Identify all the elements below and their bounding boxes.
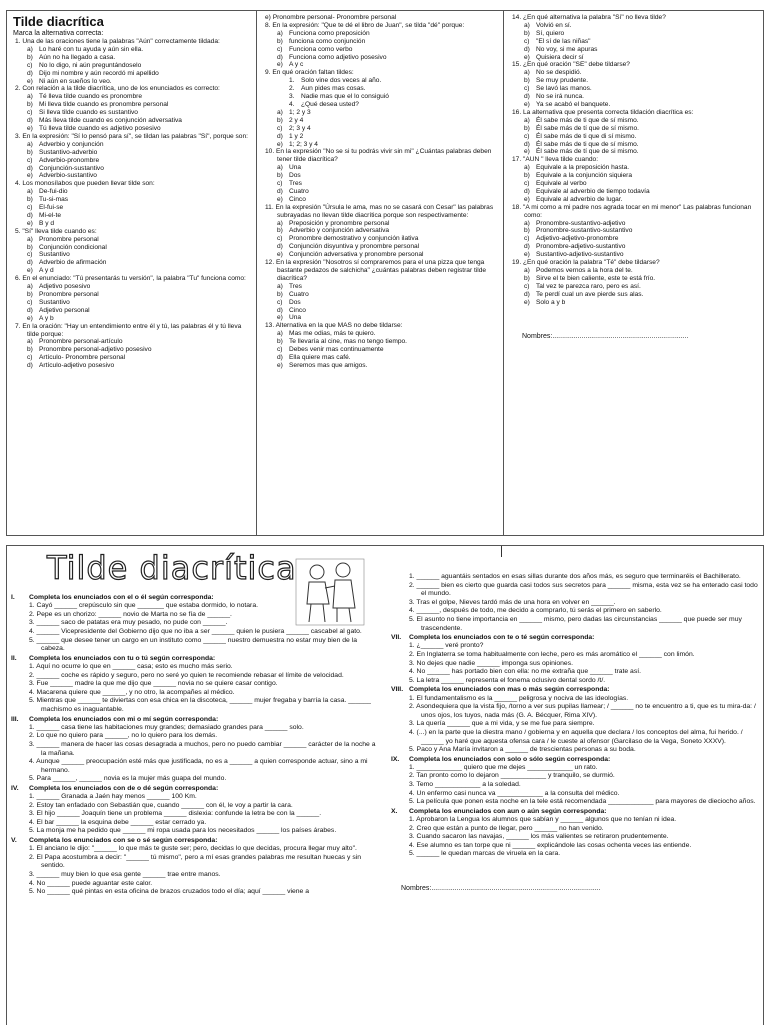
answer-option[interactable]: b) Tu-si-mas <box>27 196 69 204</box>
fill-in-item[interactable]: 3. No dejes que nadie ______ imponga sus opiniones. <box>409 659 574 667</box>
answer-option[interactable]: d) Conjunción disyuntiva y pronombre personal <box>277 243 420 251</box>
answer-option[interactable]: a) Una <box>277 164 302 172</box>
section-heading: I. Completa los enunciados con el o él según corresponda: <box>11 594 214 601</box>
answer-option[interactable]: d) Cinco <box>277 306 306 314</box>
answer-option[interactable]: 2. Aun pides mas cosas. <box>289 85 366 93</box>
fill-in-item[interactable]: 5. ______ le quedan marcas de viruela en la cara. <box>409 850 561 858</box>
section-heading: IX. Completa los enunciados con solo o sólo según corresponda: <box>391 755 611 763</box>
page1-column-1 <box>7 11 257 535</box>
answer-option[interactable]: c) Sustantivo <box>27 298 70 306</box>
answer-option[interactable]: e) Seremos mas que amigos. <box>277 361 368 369</box>
answer-option[interactable]: b) Pronombre personal <box>27 291 99 298</box>
question-text: 14. ¿En qué alternativa la palabra "Sí" no lleva tilde? <box>512 14 666 21</box>
answer-option[interactable]: a) Lo haré con tu ayuda y aún sin ella. <box>27 45 144 53</box>
fill-in-item[interactable]: 2. ______ coche es rápido y seguro, pero no seré yo quien te recomiende rebasar el límite de velocidad. <box>29 671 344 679</box>
fill-in-item[interactable]: 1. ______ aguantáis sentados en esas sillas durante dos años más, es seguro que terminaréis el Bachillerato. <box>409 573 741 580</box>
fill-in-item[interactable]: 2. Creo que están a punto de llegar, pero ______ no han venido. <box>409 824 604 832</box>
answer-option[interactable]: a) Volvió en sí. <box>524 21 572 29</box>
answer-option[interactable]: a) 1; 2 y 3 <box>277 108 311 116</box>
answer-option[interactable]: b) 2 y 4 <box>277 116 304 124</box>
section-heading: II. Completa los enunciados con tu o tú según corresponda: <box>11 654 216 662</box>
answer-option[interactable]: c) Equivale al verbo <box>524 180 587 188</box>
fill-in-item[interactable]: 4. Ese alumno es tan torpe que ni ______ explicándole las cosas ochenta veces las entiende. <box>409 841 692 849</box>
fill-in-item[interactable]: 5. Para ______, ______ novia es la mujer más guapa del mundo. <box>29 775 227 783</box>
answer-option[interactable]: b) Él sabe más de tí que de sí mismo. <box>524 124 639 132</box>
fill-in-item[interactable]: 2. Pepe es un chorizo: ______ novio de Marta no se fía de ______. <box>29 610 232 618</box>
answer-option[interactable]: a) Pronombre personal <box>27 235 99 243</box>
answer-option[interactable]: c) No lo digo, ni aún preguntándoselo <box>27 61 142 69</box>
fill-in-item[interactable]: 1. Cayó ______ crepúsculo sin que _______ que estaba dormido, lo notara. <box>29 602 258 610</box>
answer-option[interactable]: d) Más lleva tilde cuando es conjunción adversativa <box>27 117 182 125</box>
answer-option[interactable]: b) Sirve el te bien caliente, este te está frío. <box>524 274 656 282</box>
section-heading: VIII. Completa los enunciados con mas o más según corresponda: <box>391 686 610 694</box>
answer-option[interactable]: a) Funciona como preposición <box>277 29 370 37</box>
answer-option[interactable]: d) Equivale al adverbio de tiempo todavía <box>524 187 650 195</box>
fill-in-item[interactable]: 5. La letra ______ representa el fonema oclusivo dental sordo /t/. <box>409 676 606 684</box>
answer-option[interactable]: b) funciona como conjunción <box>277 37 366 45</box>
fill-in-item[interactable]: 1. Aquí no ocurre lo que en ______ casa; esto es mucho más serio. <box>29 662 233 670</box>
answer-option[interactable]: e) Ni aún en sueños lo veo. <box>27 77 112 85</box>
fill-in-item[interactable]: 1. ______ Granada a Jaén hay menos ______ 100 Km. <box>29 793 197 801</box>
answer-option[interactable]: b) Pronombre personal-adjetivo posesivo <box>27 346 152 354</box>
answer-option[interactable]: a) Mas me odias, más te quiero. <box>277 330 376 338</box>
answer-option[interactable]: e) Sustantivo-adjetivo-sustantivo <box>524 251 624 259</box>
section-heading: VII. Completa los enunciados con te o té según corresponda: <box>391 634 595 642</box>
fill-in-item[interactable]: 2. ______ bien es cierto que guarda casi todos sus secretos para ______ misma, esta vez se ha enterado casi todo el mundo. <box>409 581 758 598</box>
fill-in-item[interactable]: 4. Un enfermo casi nunca va ____________ a la consulta del médico. <box>409 789 620 797</box>
answer-option[interactable]: b) Equivale a la conjunción siquiera <box>524 172 633 180</box>
answer-option[interactable]: b) Te llevaría al cine, mas no tengo tiempo. <box>277 338 408 346</box>
fill-in-item[interactable]: 5. La película que ponen esta noche en la tele está recomendada ____________ para mayores de dieciocho años. <box>409 798 756 806</box>
fill-in-item[interactable]: 3. ______ manera de hacer las cosas desagrada a muchos, pero no puedo cambiar ______ carácter de la noche a la mañana. <box>29 740 376 757</box>
answer-option[interactable]: b) Se muy prudente. <box>524 77 589 85</box>
answer-option[interactable]: 1. Solo vine dos veces al año. <box>289 77 382 85</box>
page1-column-2 <box>257 11 504 535</box>
page2-column-1 <box>7 560 383 1025</box>
answer-option[interactable]: b) Dos <box>277 172 301 180</box>
page1-title: Tilde diacrítica <box>13 14 104 29</box>
answer-option[interactable]: a) No se despidió. <box>524 69 582 77</box>
question-text: 5. "Sí" lleva tilde cuando es: <box>15 227 97 235</box>
fill-in-item[interactable]: 4. El bar ______ la esquina debe ______ estar cerrado ya. <box>29 818 207 826</box>
question-text: 16. La alternativa que presenta correcta tildación diacrítica es: <box>512 108 694 116</box>
names-line: Nombres:...................................................................... <box>522 332 689 340</box>
answer-option[interactable]: c) Tres <box>277 180 302 188</box>
answer-option[interactable]: c) Él sabe más de ti que di sí mismo. <box>524 132 637 140</box>
fill-in-item[interactable]: 3. ______ saco de patatas era muy pesado, no pude con ______. <box>29 619 228 627</box>
answer-option[interactable]: b) Conjunción condicional <box>27 243 107 251</box>
answer-option[interactable]: b) Pronombre-sustantivo-sustantivo <box>524 227 633 235</box>
answer-option[interactable]: 4. ¿Qué desea usted? <box>289 100 359 108</box>
answer-option[interactable]: e) Ya se acabó el banquete. <box>524 100 611 108</box>
fill-in-item[interactable]: 5. No ______ qué pintas en esta oficina de brazos cruzados todo el día; aquí ______ viene a <box>29 888 310 896</box>
answer-option[interactable]: c) Sustantivo <box>27 251 70 259</box>
answer-option[interactable]: e) Él sabe más de tí que de si mismo. <box>524 148 639 156</box>
question-text: 9. En qué oración faltan tildes: <box>265 69 354 77</box>
page1-column-3 <box>504 11 763 535</box>
answer-option[interactable]: a) Pronombre-sustantivo-adjetivo <box>524 219 626 227</box>
fill-in-item[interactable]: 2. El Papa acostumbra a decir: "______ tú mismo", pero a mí esas grandes palabras me resultan huecas y sin sentido. <box>29 853 362 870</box>
question-text: 6. En el enunciado: "Tú presentarás tu versión", la palabra "Tu" funciona como: <box>15 275 246 283</box>
answer-option[interactable]: a) Tres <box>277 282 302 290</box>
answer-option[interactable]: e) A y d <box>27 267 54 275</box>
answer-option[interactable]: d) Te perdí cual un ave pierde sus alas. <box>524 290 644 298</box>
section-heading: IV. Completa los enunciados con de o dé según corresponda: <box>11 784 219 792</box>
answer-option[interactable]: c) El-fui-se <box>27 204 64 212</box>
fill-in-item[interactable]: 2. Asondequiera que la vista fijo, /torno a ver sus pupilas llamear; / ______ no te encuentro a ti, que es tu mira-da: / unos ojos, los tuyos, nada más (G. A. Bécquer, Rima XIV). <box>409 703 756 719</box>
fill-in-item[interactable]: 1. ______ casa tiene las habitaciones muy grandes; demasiado grandes para ______ solo. <box>29 723 304 731</box>
answer-option[interactable]: e) A y c <box>277 61 304 69</box>
question-text: 2. Con relación a la tilde diacrítica, uno de los enunciados es correcto: <box>15 85 220 93</box>
answer-option[interactable]: d) Conjunción-sustantivo <box>27 164 104 172</box>
fill-in-item[interactable]: 2. Estoy tan enfadado con Sebastián que, cuando ______ con él, le voy a partir la cara. <box>29 801 293 809</box>
answer-option[interactable]: d) No voy, si me apuras <box>524 45 598 53</box>
answer-option[interactable]: e) 1; 2; 3 y 4 <box>277 140 318 148</box>
answer-option[interactable]: e) Equivale al adverbio de lugar. <box>524 195 623 203</box>
answer-option[interactable]: a) Té lleva tilde cuando es pronombre <box>27 93 142 101</box>
fill-in-item[interactable]: 3. La quería ______ que a mi vida, y se me fue para siempre. <box>409 720 595 728</box>
question-text: 7. En la oración: "Hay un entendimiento entre él y tú, las palabras él y tú lleva tilde porque: <box>15 322 242 338</box>
question-text: 1. Una de las oraciones tiene la palabras "Aún" correctamente tildada: <box>15 38 220 45</box>
question-text: 8. En la expresión: "Que te dé el libro de Juan", se tilda "dé" porque: <box>265 21 465 29</box>
answer-option[interactable]: a) Preposición y pronombre personal <box>277 219 390 227</box>
fill-in-item[interactable]: 5. El asunto no tiene importancia en ______ mismo, pero dadas las circunstancias ______ que puede ser muy trascendente. <box>409 615 742 632</box>
names-line: Nombres:....................................................................................... <box>401 885 601 893</box>
answer-option[interactable]: a) Adjetivo posesivo <box>27 283 91 291</box>
answer-option[interactable]: e) Adverbio-sustantivo <box>27 172 97 180</box>
answer-option[interactable]: b) Aún no ha llegado a casa. <box>27 53 116 61</box>
question-text: 13. Alternativa en la que MAS no debe tildarse: <box>265 322 403 330</box>
page1-intro: Marca la alternativa correcta: <box>13 30 104 37</box>
fill-in-item[interactable]: 4. Aunque ______ preocupación esté más que justificada, no es a ______ a quien corresponde actuar, sino a mi hermano. <box>29 758 368 774</box>
answer-option[interactable]: d) Adjetivo personal <box>27 306 90 314</box>
answer-option[interactable]: e) Cinco <box>277 195 306 203</box>
fill-in-item[interactable]: 5. Mientras que ______ te diviertas con esa chica en la discoteca, ______ mujer fregaba y barría la casa. ______ machismo es inaguantable. <box>29 697 371 713</box>
answer-option[interactable]: e) B y d <box>27 219 55 227</box>
question-text: 15. ¿En qué oración "SE" debe tildarse? <box>512 61 630 69</box>
question-text: 3. En la expresión: "Sí lo pensó para sí", se tildan las palabras "Sí", porque son: <box>15 132 248 140</box>
answer-option[interactable]: c) 2; 3 y 4 <box>277 124 311 132</box>
divider-mark <box>501 545 502 557</box>
fill-in-item[interactable]: 4. No ______ has portado bien con ella: no me extraña que ______ trate así. <box>409 668 642 676</box>
fill-in-item[interactable]: 3. El hijo ______ Joaquín tiene un problema ______ dislexia: confunde la letra be con la ______. <box>29 810 322 818</box>
fill-in-item[interactable]: 4. (...) en la parte que la diestra mano / gobierna y en aquella que declara / los conceptos del alma, fui herido. / ______ yo haré que aquesta ofensa cara / le cueste al ofensor (Garcilaso de la Vega, Soneto XXXV). <box>409 728 743 745</box>
answer-option[interactable]: e) Conjunción adversativa y pronombre personal <box>277 251 424 259</box>
answer-option[interactable]: c) Debes venir mas continuamente <box>277 346 384 354</box>
answer-option[interactable]: 3. Nadie mas que el lo consiguió <box>289 93 389 101</box>
page2-column-2 <box>387 570 763 1025</box>
answer-option[interactable]: e) A y b <box>27 314 54 322</box>
answer-option[interactable]: b) Sí, quiero <box>524 29 565 37</box>
answer-option[interactable]: d) Él sabe más de ti que de sí mismo. <box>524 140 639 148</box>
answer-option[interactable]: a) Podemos vernos a la hora del te. <box>524 267 633 274</box>
fill-in-item[interactable]: 2. Tan pronto como lo dejaron ____________ y tranquilo, se durmió. <box>409 772 615 780</box>
fill-in-item[interactable]: 3. Tras el golpe, Nieves tardó más de una hora en volver en ______. <box>409 598 616 606</box>
answer-option[interactable]: c) Adjetivo-adjetivo-pronombre <box>524 235 619 243</box>
answer-option[interactable]: a) Equivale a la preposición hasta. <box>524 164 630 172</box>
question-text: e) Pronombre personal- Pronombre personal <box>265 14 397 21</box>
fill-in-item[interactable]: 5. ______ que desee tener un cargo en un instituto como ______ nuestro demuestra no estar muy bien de la cabeza. <box>29 636 357 653</box>
fill-in-item[interactable]: 5. La monja me ha pedido que ______ mi ropa usada para los necesitados ______ los países árabes. <box>29 827 337 835</box>
answer-option[interactable]: a) Pronombre personal-artículo <box>27 338 123 346</box>
question-text: 12. En la expresión "Nosotros sí compraremos para el una pizza que tenga bastante pedazos de salchicha" ¿cuántas palabras deben registrar tilde diacrítica? <box>265 259 487 282</box>
answer-option[interactable]: c) "El sí de las niñas" <box>524 37 591 45</box>
answer-option[interactable]: d) Funciona como adjetivo posesivo <box>277 53 387 61</box>
question-text: 10. En la expresión "No se si tu podrás vivir sin mi" ¿Cuántas palabras deben tener tilde diacrítica? <box>265 148 492 164</box>
question-text: 4. Los monosílabos que pueden llevar tilde son: <box>15 180 155 188</box>
answer-option[interactable]: c) Artículo- Pronombre personal <box>27 354 126 362</box>
answer-option[interactable]: c) Tal vez te parezca raro, pero es así. <box>524 282 641 290</box>
fill-in-item[interactable]: 2. Lo que no quiero para ______, no lo quiero para los demás. <box>29 732 218 740</box>
answer-option[interactable]: d) Pronombre-adjetivo-sustantivo <box>524 243 626 251</box>
answer-option[interactable]: e) Solo a y b <box>524 298 566 306</box>
answer-option[interactable]: e) Una <box>277 314 302 322</box>
answer-option[interactable]: a) De-fui-dio <box>27 188 68 196</box>
fill-in-item[interactable]: 1. ¿______ veré pronto? <box>409 642 484 650</box>
answer-option[interactable]: b) Adverbio y conjunción adversativa <box>277 227 390 235</box>
answer-option[interactable]: b) Sustantivo-adverbio <box>27 148 98 156</box>
fill-in-item[interactable]: 1. El fundamentalismo es la ______ peligrosa y nociva de las ideologías. <box>409 694 629 702</box>
answer-option[interactable]: d) Artículo-adjetivo posesivo <box>27 362 115 370</box>
section-heading: V. Completa los enunciados con se o sé según corresponda: <box>11 837 218 845</box>
answer-option[interactable]: c) Adverbio-pronombre <box>27 156 100 164</box>
fill-in-item[interactable]: 1. Aprobaron la Lengua los alumnos que sabían y ______ algunos que no tenían ni idea. <box>409 816 677 824</box>
answer-option[interactable]: d) Ella quiere mas café. <box>277 353 351 361</box>
fill-in-item[interactable]: 1. El anciano le dijo: "______ lo que más te guste ser; pero, decidas lo que decidas, procura llegar muy alto". <box>29 845 357 853</box>
fill-in-item[interactable]: 4. Macarena quiere que ______, y no otro, la acompañes al médico. <box>29 688 235 696</box>
answer-option[interactable]: e) Tú lleva tilde cuando es adjetivo posesivo <box>27 124 161 132</box>
worksheet-page-1 <box>6 10 764 536</box>
question-text: 11. En la expresión "Úrsula le ama, mas no se casará con Cesar" las palabras subrayadas no llevan tilde diacrítica porque son respectivamente: <box>265 203 494 219</box>
fill-in-item[interactable]: 4. ______ Vicepresidente del Gobierno dijo que no iba a ser ______ quien le pusiera ______ cascabel al gato. <box>29 627 362 635</box>
answer-option[interactable]: e) Quisiera decir sí <box>524 53 584 61</box>
fill-in-item[interactable]: 3. ______ muy bien lo que esa gente ______ trae entre manos. <box>29 871 221 879</box>
answer-option[interactable]: b) Cuatro <box>277 290 309 298</box>
fill-in-item[interactable]: 3. Cuando sacaron las navajas, ______ los más valientes se retiraron prudentemente. <box>409 833 669 841</box>
answer-option[interactable]: d) Adverbio de afirmación <box>27 259 107 267</box>
fill-in-item[interactable]: 4. No ______ puede aguantar este calor. <box>29 879 153 887</box>
answer-option[interactable]: c) Si lleva tilde cuando es sustantivo <box>27 109 138 117</box>
answer-option[interactable]: a) Él sabe más de ti que de sí mismo. <box>524 116 639 124</box>
answer-option[interactable]: b) Mi lleva tilde cuando es pronombre personal <box>27 101 169 109</box>
fill-in-item[interactable]: 2. En Inglaterra se toma habitualmente con leche, pero es más aromático el ______ con limón. <box>409 650 695 658</box>
question-text: 19. ¿En qué oración la palabra "Té" debe tildarse? <box>512 259 660 267</box>
fill-in-item[interactable]: 1. ____________ quiero que me dejes ____________ un rato. <box>409 763 598 771</box>
fill-in-item[interactable]: 3. Fue ______ madre la que me dijo que ______ novia no se quiere casar contigo. <box>29 680 278 688</box>
fill-in-item[interactable]: 3. Temo ____________ a la soledad. <box>409 781 521 789</box>
answer-option[interactable]: d) Cuatro <box>277 187 309 195</box>
answer-option[interactable]: d) No se irá nunca. <box>524 93 585 101</box>
fill-in-item[interactable]: 5. Paco y Ana María invitaron a ______ de trescientas personas a su boda. <box>409 746 636 754</box>
answer-option[interactable]: c) Pronombre demostrativo y conjunción ilativa <box>277 235 419 243</box>
answer-option[interactable]: d) 1 y 2 <box>277 132 304 140</box>
page2-title-banner: Tilde diacrítica <box>47 549 297 587</box>
answer-option[interactable]: d) Mi-el-te <box>27 211 61 219</box>
answer-option[interactable]: a) Adverbio y conjunción <box>27 140 104 148</box>
question-text: 17. "AUN " lleva tilde cuando: <box>512 156 599 164</box>
answer-option[interactable]: c) Se lavó las manos. <box>524 85 592 93</box>
fill-in-item[interactable]: 4. ______, después de todo, me decido a comprarlo, tú serás el primero en saberlo. <box>409 607 662 615</box>
answer-option[interactable]: c) Dos <box>277 298 301 306</box>
section-heading: III. Completa los enunciados con mi o mí según corresponda: <box>11 715 219 723</box>
worksheet-page-2 <box>6 545 764 1025</box>
section-heading: X. Completa los enunciados con aun o aún según corresponda: <box>391 807 607 815</box>
question-text: 18. "A mi como a mi padre nos agrada tocar en mi menor" Las palabras funcionan como: <box>512 203 752 219</box>
answer-option[interactable]: c) Funciona como verbo <box>277 45 353 53</box>
answer-option[interactable]: d) Dijo mi nombre y aún recordó mi apellido <box>27 69 159 77</box>
